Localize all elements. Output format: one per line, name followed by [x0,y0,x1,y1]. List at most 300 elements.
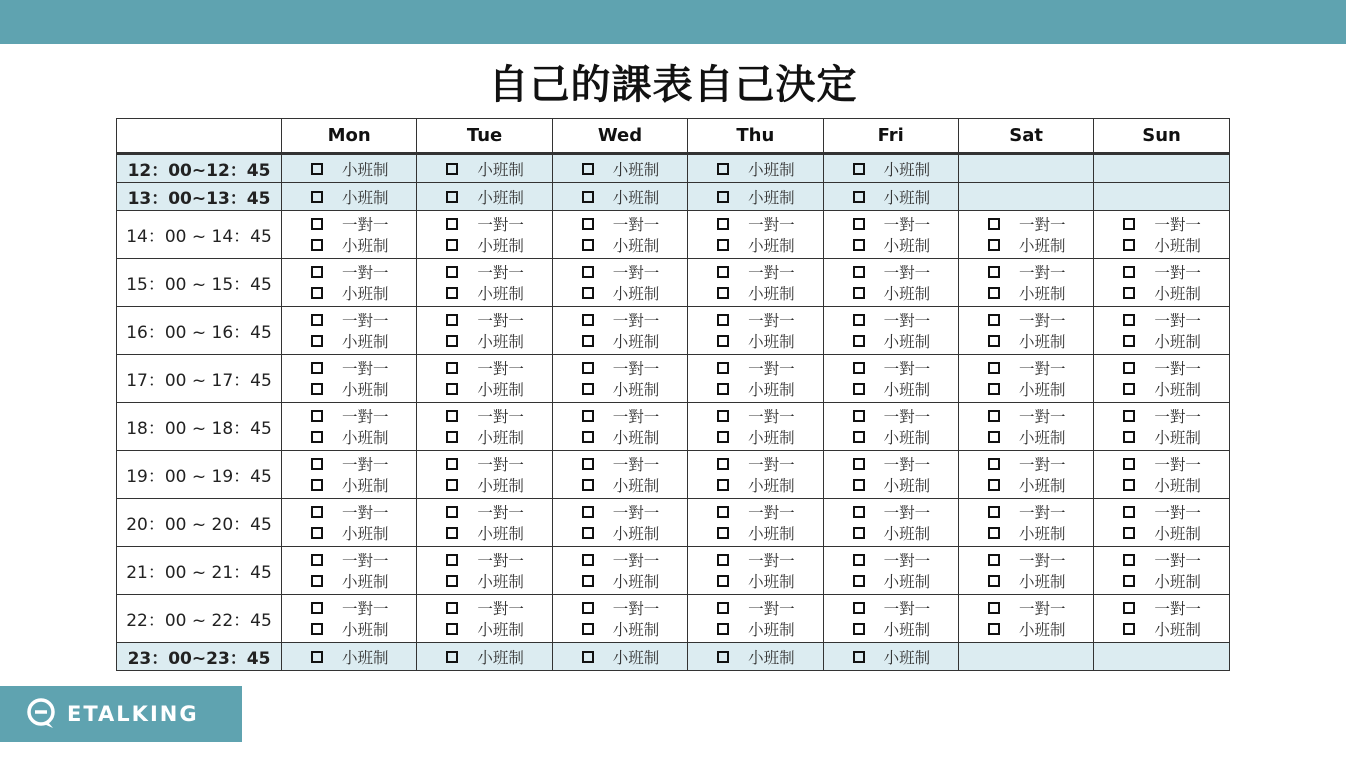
checkbox-icon[interactable] [311,362,323,374]
checkbox-icon[interactable] [311,554,323,566]
option-one-on-one[interactable] [688,262,822,283]
option-small-class[interactable] [1094,619,1228,640]
checkbox-icon[interactable] [853,163,865,175]
checkbox-icon[interactable] [311,575,323,587]
checkbox-icon[interactable] [1123,554,1135,566]
option-small-class[interactable] [417,186,551,207]
option-one-on-one[interactable] [1094,358,1228,379]
option-small-class[interactable] [1094,523,1228,544]
checkbox-icon[interactable] [853,266,865,278]
checkbox-icon[interactable] [988,410,1000,422]
option-small-class[interactable] [959,571,1093,592]
option-small-class[interactable] [688,475,822,496]
option-one-on-one[interactable] [282,358,416,379]
checkbox-icon[interactable] [853,554,865,566]
checkbox-icon[interactable] [853,362,865,374]
checkbox-icon[interactable] [311,479,323,491]
option-small-class[interactable] [959,427,1093,448]
checkbox-icon[interactable] [988,479,1000,491]
option-small-class[interactable] [688,427,822,448]
checkbox-icon[interactable] [988,602,1000,614]
option-one-on-one[interactable] [824,262,958,283]
option-label: 一對一 [342,360,389,378]
checkbox-icon[interactable] [446,506,458,518]
option-small-class[interactable] [1094,331,1228,352]
option-one-on-one[interactable] [688,310,822,331]
checkbox-icon[interactable] [446,623,458,635]
checkbox-icon[interactable] [717,362,729,374]
checkbox-icon[interactable] [988,431,1000,443]
checkbox-icon[interactable] [717,335,729,347]
checkbox-icon[interactable] [853,602,865,614]
checkbox-icon[interactable] [582,602,594,614]
option-one-on-one[interactable] [417,262,551,283]
checkbox-icon[interactable] [717,554,729,566]
option-one-on-one[interactable] [959,550,1093,571]
checkbox-icon[interactable] [988,506,1000,518]
option-one-on-one[interactable] [688,454,822,475]
option-label: 一對一 [1154,552,1201,570]
checkbox-icon[interactable] [1123,602,1135,614]
checkbox-icon[interactable] [582,651,594,663]
option-label: 一對一 [883,504,931,522]
option-small-class[interactable] [282,186,416,207]
checkbox-icon[interactable] [853,479,865,491]
option-one-on-one[interactable] [417,598,551,619]
checkbox-icon[interactable] [582,431,594,443]
option-small-class[interactable] [959,331,1093,352]
option-one-on-one[interactable] [824,454,958,475]
checkbox-icon[interactable] [853,287,865,299]
checkbox-icon[interactable] [1123,506,1135,518]
option-small-class[interactable] [553,379,687,400]
option-small-class[interactable] [417,427,551,448]
option-label: 一對一 [883,456,931,474]
option-label: 一對一 [748,360,795,378]
option-one-on-one[interactable] [824,406,958,427]
checkbox-icon[interactable] [988,575,1000,587]
checkbox-icon[interactable] [853,218,865,230]
option-one-on-one[interactable] [417,502,551,523]
option-label: 小班制 [1018,525,1066,543]
option-small-class[interactable] [688,283,822,304]
option-small-class[interactable] [824,235,958,256]
checkbox-icon[interactable] [853,651,865,663]
checkbox-icon[interactable] [1123,479,1135,491]
checkbox-icon[interactable] [446,410,458,422]
checkbox-icon[interactable] [446,335,458,347]
checkbox-icon[interactable] [717,410,729,422]
option-one-on-one[interactable] [553,454,687,475]
option-small-class[interactable] [417,571,551,592]
option-small-class[interactable] [688,158,822,179]
checkbox-icon[interactable] [853,458,865,470]
checkbox-icon[interactable] [582,163,594,175]
option-small-class[interactable] [1094,283,1228,304]
option-small-class[interactable] [282,379,416,400]
option-one-on-one[interactable] [824,310,958,331]
option-small-class[interactable] [688,235,822,256]
option-small-class[interactable] [959,475,1093,496]
option-one-on-one[interactable] [282,454,416,475]
checkbox-icon[interactable] [311,163,323,175]
option-small-class[interactable] [282,646,416,667]
option-one-on-one[interactable] [688,550,822,571]
slot-cell-thu [688,154,823,183]
option-small-class[interactable] [282,619,416,640]
checkbox-icon[interactable] [853,191,865,203]
checkbox-icon[interactable] [853,239,865,251]
checkbox-icon[interactable] [582,527,594,539]
checkbox-icon[interactable] [446,383,458,395]
option-small-class[interactable] [417,646,551,667]
slot-cell-wed [552,183,687,211]
option-small-class[interactable] [553,427,687,448]
checkbox-icon[interactable] [853,335,865,347]
checkbox-icon[interactable] [582,458,594,470]
option-small-class[interactable] [688,331,822,352]
option-one-on-one[interactable] [553,214,687,235]
option-small-class[interactable] [1094,235,1228,256]
checkbox-icon[interactable] [582,218,594,230]
checkbox-icon[interactable] [311,383,323,395]
option-one-on-one[interactable] [1094,502,1228,523]
checkbox-icon[interactable] [717,506,729,518]
checkbox-icon[interactable] [717,623,729,635]
checkbox-icon[interactable] [717,651,729,663]
brand-name: ETALKING [67,702,199,726]
checkbox-icon[interactable] [853,623,865,635]
option-small-class[interactable] [282,158,416,179]
checkbox-icon[interactable] [1123,239,1135,251]
option-small-class[interactable] [1094,427,1228,448]
option-small-class[interactable] [824,475,958,496]
checkbox-icon[interactable] [717,163,729,175]
option-one-on-one[interactable] [959,502,1093,523]
checkbox-icon[interactable] [311,623,323,635]
option-small-class[interactable] [282,427,416,448]
option-one-on-one[interactable] [824,502,958,523]
option-small-class[interactable] [824,571,958,592]
option-small-class[interactable] [282,523,416,544]
checkbox-icon[interactable] [1123,362,1135,374]
checkbox-icon[interactable] [1123,527,1135,539]
checkbox-icon[interactable] [988,218,1000,230]
option-one-on-one[interactable] [1094,550,1228,571]
option-label: 一對一 [342,216,389,234]
checkbox-icon[interactable] [582,266,594,278]
option-one-on-one[interactable] [1094,214,1228,235]
checkbox-icon[interactable] [311,266,323,278]
checkbox-icon[interactable] [446,266,458,278]
option-one-on-one[interactable] [824,214,958,235]
option-small-class[interactable] [553,331,687,352]
checkbox-icon[interactable] [446,287,458,299]
checkbox-icon[interactable] [988,362,1000,374]
checkbox-icon[interactable] [582,362,594,374]
checkbox-icon[interactable] [717,266,729,278]
option-one-on-one[interactable] [553,502,687,523]
option-one-on-one[interactable] [553,406,687,427]
checkbox-icon[interactable] [311,314,323,326]
option-one-on-one[interactable] [1094,262,1228,283]
checkbox-icon[interactable] [582,383,594,395]
option-one-on-one[interactable] [959,214,1093,235]
option-one-on-one[interactable] [417,550,551,571]
checkbox-icon[interactable] [988,287,1000,299]
option-small-class[interactable] [959,523,1093,544]
checkbox-icon[interactable] [311,410,323,422]
option-small-class[interactable] [688,379,822,400]
checkbox-icon[interactable] [311,431,323,443]
slot-cell-sat [958,183,1093,211]
checkbox-icon[interactable] [446,575,458,587]
checkbox-icon[interactable] [717,602,729,614]
option-small-class[interactable] [417,619,551,640]
checkbox-icon[interactable] [311,602,323,614]
option-small-class[interactable] [1094,475,1228,496]
option-small-class[interactable] [282,475,416,496]
option-one-on-one[interactable] [417,358,551,379]
option-small-class[interactable] [1094,379,1228,400]
checkbox-icon[interactable] [717,218,729,230]
slot-cell-thu [688,211,823,259]
option-label: 一對一 [1154,504,1201,522]
checkbox-icon[interactable] [311,527,323,539]
slot-cell-tue [417,403,552,451]
checkbox-icon[interactable] [582,410,594,422]
option-one-on-one[interactable] [959,598,1093,619]
option-one-on-one[interactable] [553,262,687,283]
checkbox-icon[interactable] [1123,575,1135,587]
option-small-class[interactable] [417,158,551,179]
checkbox-icon[interactable] [582,191,594,203]
option-one-on-one[interactable] [1094,598,1228,619]
option-small-class[interactable] [553,235,687,256]
option-small-class[interactable] [417,379,551,400]
checkbox-icon[interactable] [582,575,594,587]
checkbox-icon[interactable] [853,383,865,395]
checkbox-icon[interactable] [582,314,594,326]
option-one-on-one[interactable] [417,214,551,235]
checkbox-icon[interactable] [717,383,729,395]
checkbox-icon[interactable] [717,527,729,539]
option-one-on-one[interactable] [824,598,958,619]
option-small-class[interactable] [417,523,551,544]
checkbox-icon[interactable] [988,527,1000,539]
option-small-class[interactable] [417,331,551,352]
option-one-on-one[interactable] [282,214,416,235]
option-one-on-one[interactable] [282,310,416,331]
checkbox-icon[interactable] [311,651,323,663]
option-small-class[interactable] [824,379,958,400]
option-small-class[interactable] [688,619,822,640]
checkbox-icon[interactable] [446,458,458,470]
checkbox-icon[interactable] [582,623,594,635]
checkbox-icon[interactable] [717,575,729,587]
checkbox-icon[interactable] [717,314,729,326]
option-small-class[interactable] [417,235,551,256]
checkbox-icon[interactable] [311,458,323,470]
option-one-on-one[interactable] [688,502,822,523]
option-small-class[interactable] [824,646,958,667]
option-one-on-one[interactable] [824,550,958,571]
option-small-class[interactable] [417,475,551,496]
checkbox-icon[interactable] [582,287,594,299]
option-label: 一對一 [883,360,931,378]
checkbox-icon[interactable] [853,410,865,422]
option-one-on-one[interactable] [553,310,687,331]
checkbox-icon[interactable] [717,287,729,299]
checkbox-icon[interactable] [311,239,323,251]
option-small-class[interactable] [959,283,1093,304]
option-one-on-one[interactable] [417,454,551,475]
checkbox-icon[interactable] [1123,383,1135,395]
checkbox-icon[interactable] [1123,410,1135,422]
option-one-on-one[interactable] [417,310,551,331]
option-small-class[interactable] [553,523,687,544]
option-small-class[interactable] [282,235,416,256]
option-one-on-one[interactable] [282,406,416,427]
checkbox-icon[interactable] [988,458,1000,470]
option-small-class[interactable] [824,427,958,448]
slot-cell-mon [282,259,417,307]
checkbox-icon[interactable] [1123,623,1135,635]
option-small-class[interactable] [417,283,551,304]
option-one-on-one[interactable] [282,262,416,283]
checkbox-icon[interactable] [582,335,594,347]
checkbox-icon[interactable] [988,623,1000,635]
option-one-on-one[interactable] [688,406,822,427]
option-small-class[interactable] [824,331,958,352]
checkbox-icon[interactable] [1123,287,1135,299]
option-one-on-one[interactable] [1094,454,1228,475]
option-small-class[interactable] [688,571,822,592]
checkbox-icon[interactable] [988,554,1000,566]
checkbox-icon[interactable] [853,431,865,443]
checkbox-icon[interactable] [853,314,865,326]
checkbox-icon[interactable] [311,191,323,203]
option-one-on-one[interactable] [282,502,416,523]
checkbox-icon[interactable] [717,479,729,491]
checkbox-icon[interactable] [1123,458,1135,470]
checkbox-icon[interactable] [717,239,729,251]
option-small-class[interactable] [282,331,416,352]
checkbox-icon[interactable] [582,239,594,251]
checkbox-icon[interactable] [853,506,865,518]
checkbox-icon[interactable] [446,163,458,175]
option-small-class[interactable] [553,571,687,592]
checkbox-icon[interactable] [446,239,458,251]
option-one-on-one[interactable] [282,598,416,619]
option-one-on-one[interactable] [824,358,958,379]
checkbox-icon[interactable] [1123,431,1135,443]
option-one-on-one[interactable] [1094,310,1228,331]
top-banner [0,0,1346,44]
option-one-on-one[interactable] [417,406,551,427]
checkbox-icon[interactable] [717,431,729,443]
option-small-class[interactable] [959,619,1093,640]
checkbox-icon[interactable] [446,314,458,326]
option-small-class[interactable] [824,283,958,304]
checkbox-icon[interactable] [446,527,458,539]
option-one-on-one[interactable] [282,550,416,571]
checkbox-icon[interactable] [446,479,458,491]
option-small-class[interactable] [553,186,687,207]
option-one-on-one[interactable] [1094,406,1228,427]
option-one-on-one[interactable] [688,598,822,619]
checkbox-icon[interactable] [988,314,1000,326]
option-small-class[interactable] [824,523,958,544]
checkbox-icon[interactable] [311,218,323,230]
checkbox-icon[interactable] [311,287,323,299]
checkbox-icon[interactable] [988,239,1000,251]
option-small-class[interactable] [824,186,958,207]
checkbox-icon[interactable] [446,362,458,374]
option-small-class[interactable] [824,619,958,640]
option-one-on-one[interactable] [688,214,822,235]
option-one-on-one[interactable] [553,598,687,619]
checkbox-icon[interactable] [853,527,865,539]
option-small-class[interactable] [553,283,687,304]
checkbox-icon[interactable] [988,335,1000,347]
checkbox-icon[interactable] [311,335,323,347]
checkbox-icon[interactable] [582,554,594,566]
option-one-on-one[interactable] [553,358,687,379]
option-small-class[interactable] [688,523,822,544]
checkbox-icon[interactable] [1123,218,1135,230]
checkbox-icon[interactable] [1123,266,1135,278]
checkbox-icon[interactable] [582,479,594,491]
checkbox-icon[interactable] [1123,314,1135,326]
option-small-class[interactable] [959,379,1093,400]
option-small-class[interactable] [688,646,822,667]
checkbox-icon[interactable] [446,651,458,663]
option-one-on-one[interactable] [959,454,1093,475]
checkbox-icon[interactable] [582,506,594,518]
option-one-on-one[interactable] [959,262,1093,283]
option-small-class[interactable] [688,186,822,207]
checkbox-icon[interactable] [446,554,458,566]
checkbox-icon[interactable] [446,431,458,443]
option-small-class[interactable] [553,646,687,667]
option-small-class[interactable] [282,283,416,304]
checkbox-icon[interactable] [1123,335,1135,347]
checkbox-icon[interactable] [717,191,729,203]
checkbox-icon[interactable] [717,458,729,470]
checkbox-icon[interactable] [988,383,1000,395]
option-one-on-one[interactable] [553,550,687,571]
option-small-class[interactable] [553,475,687,496]
checkbox-icon[interactable] [311,506,323,518]
option-small-class[interactable] [553,619,687,640]
option-small-class[interactable] [824,158,958,179]
option-small-class[interactable] [282,571,416,592]
checkbox-icon[interactable] [446,602,458,614]
option-one-on-one[interactable] [959,310,1093,331]
slot-cell-sun [1094,183,1229,211]
option-small-class[interactable] [959,235,1093,256]
option-one-on-one[interactable] [959,406,1093,427]
checkbox-icon[interactable] [853,575,865,587]
checkbox-icon[interactable] [446,218,458,230]
checkbox-icon[interactable] [446,191,458,203]
option-small-class[interactable] [1094,571,1228,592]
option-one-on-one[interactable] [688,358,822,379]
option-small-class[interactable] [553,158,687,179]
checkbox-icon[interactable] [988,266,1000,278]
option-one-on-one[interactable] [959,358,1093,379]
